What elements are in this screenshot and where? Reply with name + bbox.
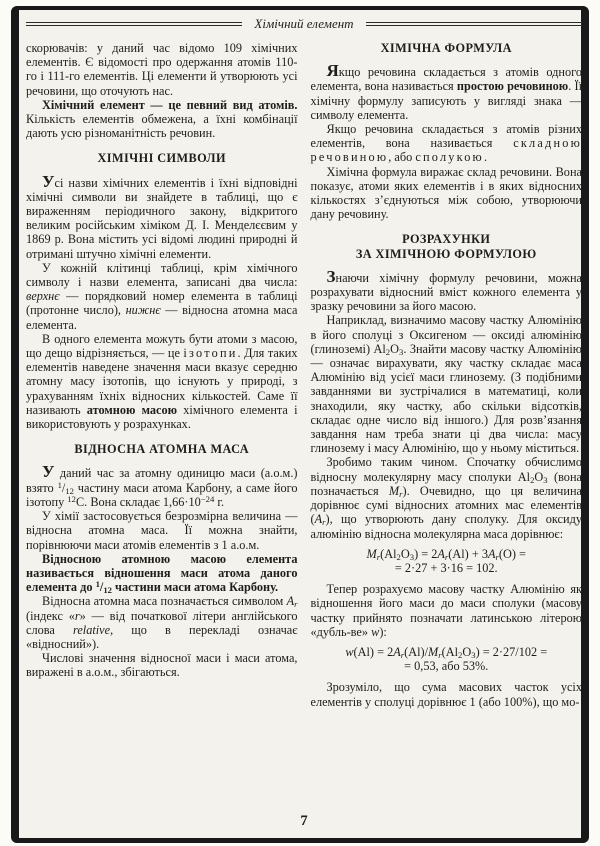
paragraph: Хімічна формула виражає склад речовини. Вона показує, атоми яких елементів і в яких відносних кількостях з’єднуються між собою, утворюючи дану речовину. bbox=[310, 164, 582, 222]
subscript-r: r bbox=[400, 649, 405, 660]
paragraph bbox=[26, 463, 298, 509]
formula-run: A bbox=[393, 644, 401, 659]
fraction-numerator: 1 bbox=[57, 479, 62, 490]
initial-letter: З bbox=[326, 266, 336, 286]
left-column bbox=[26, 41, 298, 709]
subscript-r: r bbox=[495, 551, 499, 562]
text-run: наючи хімічну формулу речовини, можна розрахувати відносний вміст кожного елемента у зразку речовини за його масою. bbox=[310, 270, 582, 314]
text-run: ), що утворюють дану сполуку. Для оксиду алюмінію відносна молекулярна маса дорівнює: bbox=[310, 512, 582, 541]
paragraph bbox=[311, 455, 583, 540]
text-run: ): bbox=[379, 624, 387, 639]
paragraph bbox=[26, 332, 298, 431]
text-run: частину маси атома Карбону, а саме його ізотопу bbox=[26, 480, 298, 509]
formula-line bbox=[311, 547, 583, 561]
formula-run: A bbox=[437, 546, 445, 561]
exponent: −24 bbox=[200, 494, 215, 505]
fraction-denominator: 12 bbox=[65, 485, 74, 496]
fraction-numerator: 1 bbox=[95, 579, 100, 590]
element-symbol: C bbox=[75, 494, 85, 509]
symbol-Mr: M bbox=[388, 483, 400, 498]
page-number: 7 bbox=[300, 813, 308, 829]
text-run: . bbox=[483, 150, 488, 165]
subscript-r: r bbox=[322, 517, 326, 528]
formula-run: (Al) = 2 bbox=[353, 644, 394, 659]
header-rule-right bbox=[366, 22, 582, 26]
text-run: ). Очевидно, що ця величина дорівнює сумі відносних атомних мас елементів ( bbox=[310, 483, 582, 527]
text-run: даний час за атомну одиницю маси (а.о.м.) взято bbox=[26, 466, 298, 495]
header-rule-left bbox=[26, 22, 242, 26]
text-run: » — від початкової літери англійського слова bbox=[26, 608, 298, 637]
bold-term: атомною масою bbox=[86, 402, 178, 417]
fraction-slash: / bbox=[61, 480, 66, 495]
text-run: Зробимо таким чином. Спочатку обчислимо відносну молекулярну масу сполуки Al bbox=[310, 455, 582, 484]
paragraph bbox=[26, 98, 298, 141]
paragraph: У хімії застосовується безрозмірна величина — відносна атомна маса. Її можна знайти, порівнюючи маси атомів елементів з 1 а.о.м. bbox=[26, 509, 298, 552]
header-title: Хімічний елемент bbox=[254, 16, 354, 31]
text-run: В одного елемента можуть бути атоми з масою, що дещо відрізняється, — це bbox=[26, 331, 298, 361]
paragraph bbox=[26, 261, 298, 332]
symbol-w: w bbox=[371, 624, 380, 639]
text-run: сі назви хімічних елементів і їхні відповідні хімічні символи ви знайдете в таблиці, що є вираженням періодичного закону, відкритого великим російським хіміком Д. І. Менделєєвим у 1869 р. Вона містить усі відомі людині природні й отримані штучно хімічні елементи. bbox=[26, 175, 298, 261]
formula-run: M bbox=[366, 546, 377, 561]
section-heading: ВІДНОСНА АТОМНА МАСА bbox=[74, 442, 250, 457]
symbol-Ar: A bbox=[286, 594, 295, 609]
formula-run: O bbox=[400, 546, 410, 561]
formula-line: = 0,53, або 53%. bbox=[404, 659, 489, 674]
subscript: 3 bbox=[409, 551, 415, 562]
paragraph: скорювачів: у даний час відомо 109 хімічних елементів. Є відомості про одержання атомів 110-го і 111-го елементів. Ці елементи й утворюють усі речовини, що оточують нас. bbox=[26, 41, 298, 98]
formula-run: (Al)/ bbox=[404, 644, 429, 659]
bold-term: Хімічний елемент — це певний вид атомів. bbox=[42, 97, 298, 112]
isotope-mass-number: 12 bbox=[67, 494, 76, 505]
text-run: Кількість елементів обмежена, а їхні комбінації дають усю різноманітність речовин. bbox=[26, 112, 298, 141]
spaced-term: ізотопи bbox=[183, 346, 238, 361]
paragraph bbox=[311, 62, 583, 122]
bold-term: простою речовиною bbox=[456, 79, 569, 94]
text-run: — відносна атомна маса елемента. bbox=[26, 303, 298, 332]
paragraph: Зрозуміло, що сума масових часток усіх елементів у сполуці дорівнює 1 (або 100%), що мо- bbox=[310, 680, 582, 709]
paragraph bbox=[311, 313, 583, 455]
initial-letter: У bbox=[42, 171, 55, 191]
subscript: 3 bbox=[399, 346, 404, 357]
formula-mass-fraction bbox=[311, 645, 583, 673]
initial-letter: У bbox=[42, 462, 55, 482]
text-run: хімічного елемента і використовують у розрахунках. bbox=[26, 402, 298, 432]
paragraph bbox=[26, 594, 298, 651]
spaced-term: сполукою bbox=[415, 150, 484, 165]
text-run: O bbox=[390, 341, 399, 356]
text-run: Відносною атомною масою елемента називається відношення маси атома даного елемента до bbox=[26, 551, 298, 595]
fraction-denominator: 12 bbox=[103, 585, 112, 595]
subscript: 2 bbox=[458, 649, 463, 660]
formula-run: (Al) + 3 bbox=[448, 546, 488, 561]
page-content bbox=[26, 16, 582, 836]
text-run: . Вона складає 1,66·10 bbox=[84, 494, 201, 509]
right-column bbox=[311, 41, 583, 709]
formula-line bbox=[311, 645, 583, 659]
section-heading: ХІМІЧНІ СИМВОЛИ bbox=[97, 151, 226, 166]
formula-run: ) = 2·27/102 = bbox=[475, 644, 548, 659]
text-run: г. bbox=[214, 494, 225, 509]
symbol-Ar: A bbox=[314, 512, 323, 527]
text-run: Якщо речовина складається з атомів різних елементів, вона називається bbox=[310, 122, 582, 151]
subscript-r: r bbox=[399, 488, 403, 499]
subscript-r: r bbox=[294, 599, 298, 610]
spaced-term: складною речовиною bbox=[310, 136, 582, 165]
formula-run: A bbox=[487, 546, 496, 561]
text-run: (індекс « bbox=[26, 608, 75, 623]
running-header bbox=[26, 16, 582, 32]
latin-word: relative bbox=[72, 622, 111, 637]
index-r: r bbox=[74, 608, 80, 623]
text-run: Відносна атомна маса позначається символом bbox=[42, 594, 287, 609]
paragraph: Числові значення відносної маси і маси атома, виражені в а.о.м., збігаються. bbox=[26, 651, 298, 680]
initial-letter: Я bbox=[326, 61, 339, 81]
text-run: Наприклад, визначимо масову частку Алюмінію в його сполуці з Оксигеном — оксиді алюмінію (глиноземі) Al bbox=[310, 313, 582, 356]
definition-paragraph bbox=[26, 552, 298, 595]
text-run: . Її хімічну формулу записують у вигляді знака — символу елемента. bbox=[310, 79, 583, 122]
paragraph bbox=[311, 268, 583, 314]
subscript: 2 bbox=[396, 551, 401, 562]
paragraph bbox=[311, 582, 583, 639]
formula-run: O bbox=[462, 644, 472, 659]
text-run: , що в перекладі означає «відносний»). bbox=[26, 622, 298, 651]
section-heading: ХІМІЧНА ФОРМУЛА bbox=[380, 41, 512, 55]
subscript-r: r bbox=[444, 551, 449, 562]
subscript-r: r bbox=[376, 551, 381, 562]
fraction-slash: / bbox=[99, 580, 104, 595]
section-heading-line2: ЗА ХІМІЧНОЮ ФОРМУЛОЮ bbox=[355, 246, 537, 261]
formula-run: (Al bbox=[441, 644, 459, 659]
section-heading-line1: РОЗРАХУНКИ bbox=[402, 232, 491, 247]
text-run: Тепер розрахуємо масову частку Алюмінію як відношення його маси до маси сполуки (масову частку прийнято позначати латинською літерою «дубль-ве» bbox=[310, 582, 582, 639]
formula-run: M bbox=[428, 644, 439, 659]
paragraph bbox=[26, 173, 298, 261]
italic-term: верхнє bbox=[26, 289, 60, 304]
text-run: , або bbox=[388, 150, 416, 165]
text-run: частини маси атома Карбону. bbox=[111, 580, 279, 595]
text-run: . Знайти масову частку Алюмінію — означає вирахувати, яку частку складає маса Алюмінію від усієї маси глинозему. (З подібними завданнями ви зустрічалися в математиці, коли знаходили, яку частку, або скільки відсотків, складає одне число від іншого.) Для розв’язання завдання нам треба знати ці два числа: масу глинозему і масу Алюмінію, що у ньому міститься. bbox=[310, 341, 582, 456]
columns bbox=[26, 41, 582, 709]
subscript: 3 bbox=[543, 474, 548, 485]
subscript: 2 bbox=[385, 346, 391, 357]
text-run: . Для таких елементів наведене значення маси вказує середню атомну масу ізотопів, що існують у природі, з урахуванням їхніх відносних кількостей. Саме її називають bbox=[26, 346, 298, 417]
subscript-r: r bbox=[438, 649, 442, 660]
text-run: O bbox=[534, 469, 544, 484]
formula-run: (Al bbox=[380, 546, 397, 561]
subscript: 2 bbox=[530, 474, 535, 485]
formula-run: ) = 2 bbox=[414, 546, 438, 561]
formula-run: w bbox=[345, 644, 354, 659]
text-run: (вона позначається bbox=[310, 469, 582, 498]
formula-run: (O) = bbox=[498, 546, 526, 561]
text-run: — порядковий номер елемента в таблиці (протонне число), bbox=[26, 289, 298, 318]
formula-molecular-mass bbox=[311, 547, 583, 575]
paragraph bbox=[311, 122, 583, 165]
text-run: кщо речовина складається з атомів одного елемента, вона називається bbox=[310, 65, 582, 94]
text-run: У кожній клітинці таблиці, крім хімічного символу і назви елемента, записані два числа: bbox=[26, 260, 298, 290]
subscript: 3 bbox=[471, 649, 476, 660]
formula-line: = 2·27 + 3·16 = 102. bbox=[394, 560, 498, 575]
italic-term: нижнє bbox=[125, 303, 161, 318]
